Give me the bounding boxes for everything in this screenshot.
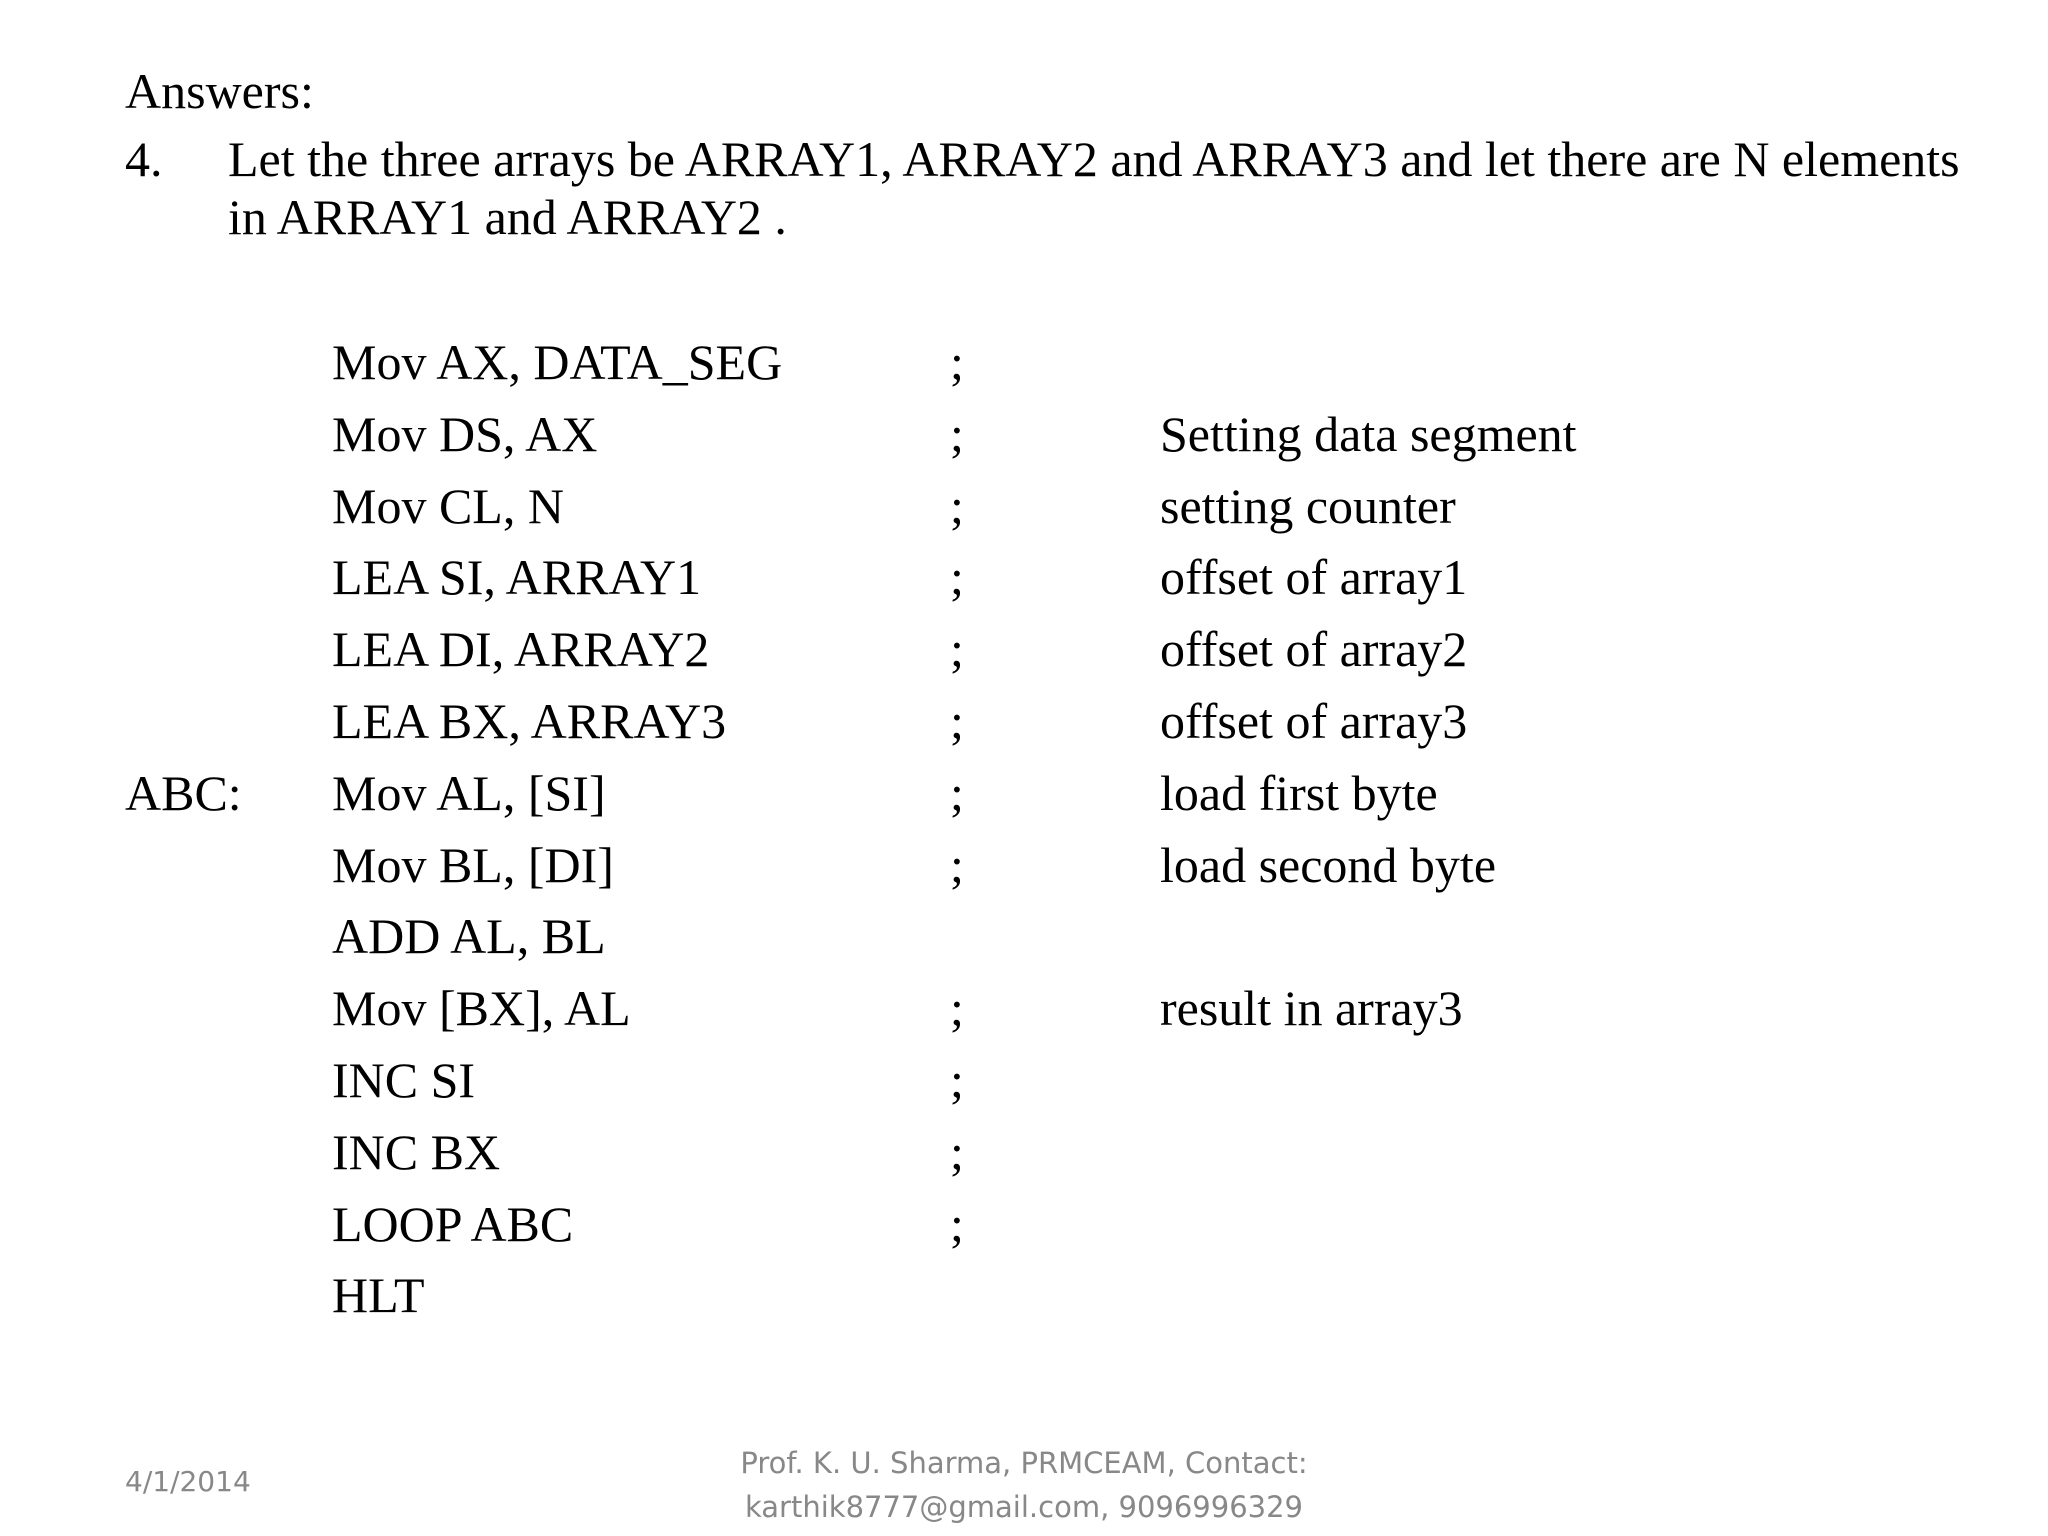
footer-date: 4/1/2014	[125, 1465, 251, 1498]
code-line	[0, 685, 2048, 757]
code-comment: setting counter	[1160, 477, 1456, 534]
code-instruction: LEA DI, ARRAY2	[332, 621, 710, 678]
question-text: Let the three arrays be ARRAY1, ARRAY2 and ARRAY3 and let there are N elements in ARRAY1 and ARRAY2 .	[228, 131, 1960, 245]
question-number: 4.	[125, 131, 163, 187]
code-separator: ;	[950, 405, 964, 462]
code-line	[0, 541, 2048, 613]
code-separator: ;	[950, 1195, 964, 1252]
code-line	[0, 470, 2048, 542]
code-line	[0, 900, 2048, 972]
footer-credit-line-1: Prof. K. U. Sharma, PRMCEAM, Contact:	[740, 1446, 1308, 1480]
code-comment: load first byte	[1160, 764, 1438, 821]
code-instruction: Mov CL, N	[332, 477, 564, 534]
code-instruction: INC SI	[332, 1052, 476, 1108]
code-instruction: LEA SI, ARRAY1	[332, 549, 702, 606]
code-comment: result in array3	[1160, 980, 1463, 1037]
footer-credit	[624, 1441, 1424, 1529]
code-line	[0, 1116, 2048, 1188]
code-line	[0, 1259, 2048, 1331]
code-line	[0, 972, 2048, 1044]
code-comment: offset of array2	[1160, 621, 1468, 678]
code-separator: ;	[950, 980, 964, 1037]
code-separator: ;	[950, 1052, 964, 1108]
code-separator: ;	[950, 1123, 964, 1180]
code-instruction: LEA BX, ARRAY3	[332, 693, 727, 749]
slide-heading: Answers:	[125, 63, 314, 119]
code-instruction: INC BX	[332, 1123, 501, 1180]
code-instruction: HLT	[332, 1267, 425, 1324]
code-instruction: Mov DS, AX	[332, 405, 598, 462]
code-instruction: LOOP ABC	[332, 1195, 574, 1252]
code-comment: offset of array3	[1160, 693, 1468, 749]
code-separator: ;	[950, 621, 964, 678]
code-line	[0, 326, 2048, 398]
code-line	[0, 757, 2048, 829]
code-separator: ;	[950, 334, 964, 390]
code-instruction: ADD AL, BL	[332, 908, 606, 965]
code-separator: ;	[950, 477, 964, 534]
code-line	[0, 829, 2048, 901]
code-label: ABC:	[125, 764, 242, 821]
code-separator: ;	[950, 693, 964, 749]
code-line	[0, 1044, 2048, 1116]
code-comment: load second byte	[1160, 836, 1497, 893]
code-line	[0, 398, 2048, 470]
code-separator: ;	[950, 764, 964, 821]
code-comment: offset of array1	[1160, 549, 1468, 606]
code-comment: Setting data segment	[1160, 405, 1577, 462]
code-line	[0, 613, 2048, 685]
code-instruction: Mov AL, [SI]	[332, 764, 606, 821]
footer-credit-line-2: karthik8777@gmail.com, 9096996329	[744, 1490, 1304, 1524]
code-instruction: Mov BL, [DI]	[332, 836, 614, 893]
code-separator: ;	[950, 549, 964, 606]
code-separator: ;	[950, 836, 964, 893]
code-instruction: Mov [BX], AL	[332, 980, 631, 1037]
code-instruction: Mov AX, DATA_SEG	[332, 334, 783, 390]
code-line	[0, 1188, 2048, 1260]
